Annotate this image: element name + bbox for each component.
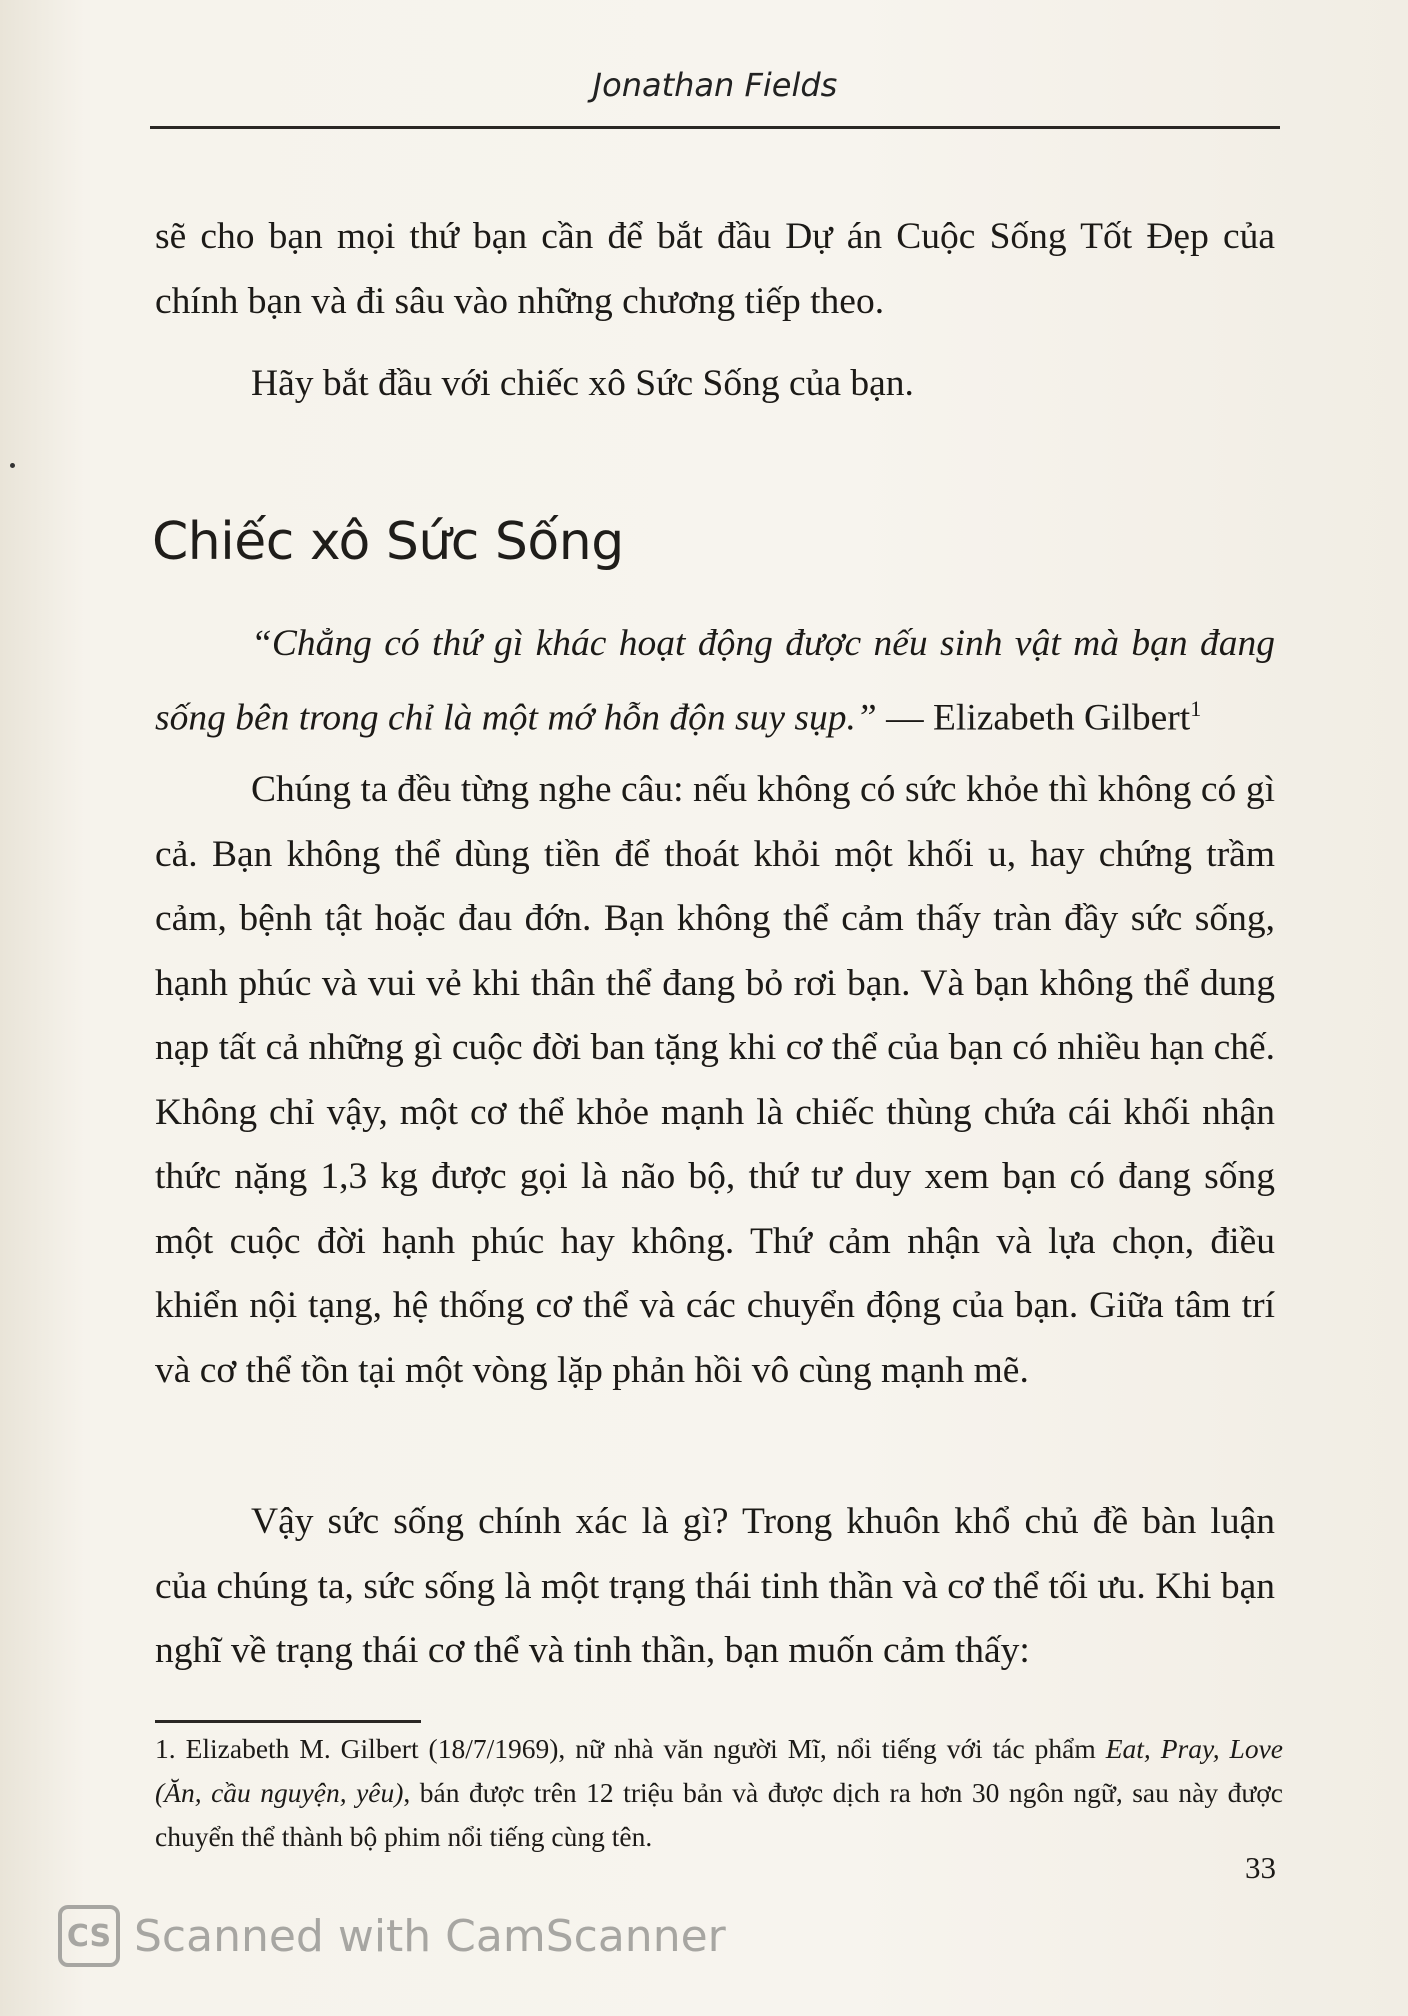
intro-paragraph-1: sẽ cho bạn mọi thứ bạn cần để bắt đầu Dự án Cuộc Sống Tốt Đẹp của chính bạn và đi sâu vào những chương tiếp theo. [155,216,1275,322]
epigraph-quote: “Chẳng có thứ gì khác hoạt động được nếu sinh vật mà bạn đang sống bên trong chỉ là một mớ hỗn độn suy sụp.” [155,623,1275,738]
scan-speck [10,463,15,468]
camscanner-logo-icon: CS [58,1905,120,1967]
body-paragraph-1: Chúng ta đều từng nghe câu: nếu không có sức khỏe thì không có gì cả. Bạn không thể dùng tiền để thoát khỏi một khối u, hay chứng trầm cảm, bệnh tật hoặc đau đớn. Bạn không thể cảm thấy tràn đầy sức sống, hạnh phúc và vui vẻ khi thân thể đang bỏ rơi bạn. Và bạn không thể dung nạp tất cả những gì cuộc đời ban tặng khi cơ thể của bạn có nhiều hạn chế. Không chỉ vậy, một cơ thể khỏe mạnh là chiếc thùng chứa cái khối nhận thức nặng 1,3 kg được gọi là não bộ, thứ tư duy xem bạn có đang sống một cuộc đời hạnh phúc hay không. Thứ cảm nhận và lựa chọn, điều khiển nội tạng, hệ thống cơ thể và các chuyển động của bạn. Giữa tâm trí và cơ thể tồn tại một vòng lặp phản hồi vô cùng mạnh mẽ. [155,769,1275,1391]
footnote-marker: 1 [1190,695,1202,721]
footnote-book-title: Eat, Pray, Love (Ăn, cầu nguyện, yêu) [155,1733,1283,1808]
body-paragraph-2: Vậy sức sống chính xác là gì? Trong khuôn khổ chủ đề bàn luận của chúng ta, sức sống là một trạng thái tinh thần và cơ thể tối ưu. Khi bạn nghĩ về trạng thái cơ thể và tinh thần, bạn muốn cảm thấy: [155,1501,1275,1671]
watermark-text: Scanned with CamScanner [134,1910,726,1962]
intro-paragraph-2: Hãy bắt đầu với chiếc xô Sức Sống của bạn. [251,363,914,404]
epigraph [155,612,1275,751]
epigraph-author: — Elizabeth Gilbert [876,697,1191,738]
page-number: 33 [1245,1850,1276,1885]
running-head: Jonathan Fields [592,66,838,104]
footnote-text-2: , bán được trên 12 triệu bản và được dịch ra hơn 30 ngôn ngữ, sau này được chuyển thể thành bộ phim nổi tiếng cùng tên. [155,1777,1283,1852]
footnote-text-1: 1. Elizabeth M. Gilbert (18/7/1969), nữ nhà văn người Mĩ, nổi tiếng với tác phẩm [155,1733,1106,1764]
section-heading: Chiếc xô Sức Sống [152,512,624,572]
footnote [155,1727,1283,1859]
footnote-rule [155,1720,421,1723]
camscanner-watermark [58,1905,726,1967]
header-rule [150,126,1280,129]
